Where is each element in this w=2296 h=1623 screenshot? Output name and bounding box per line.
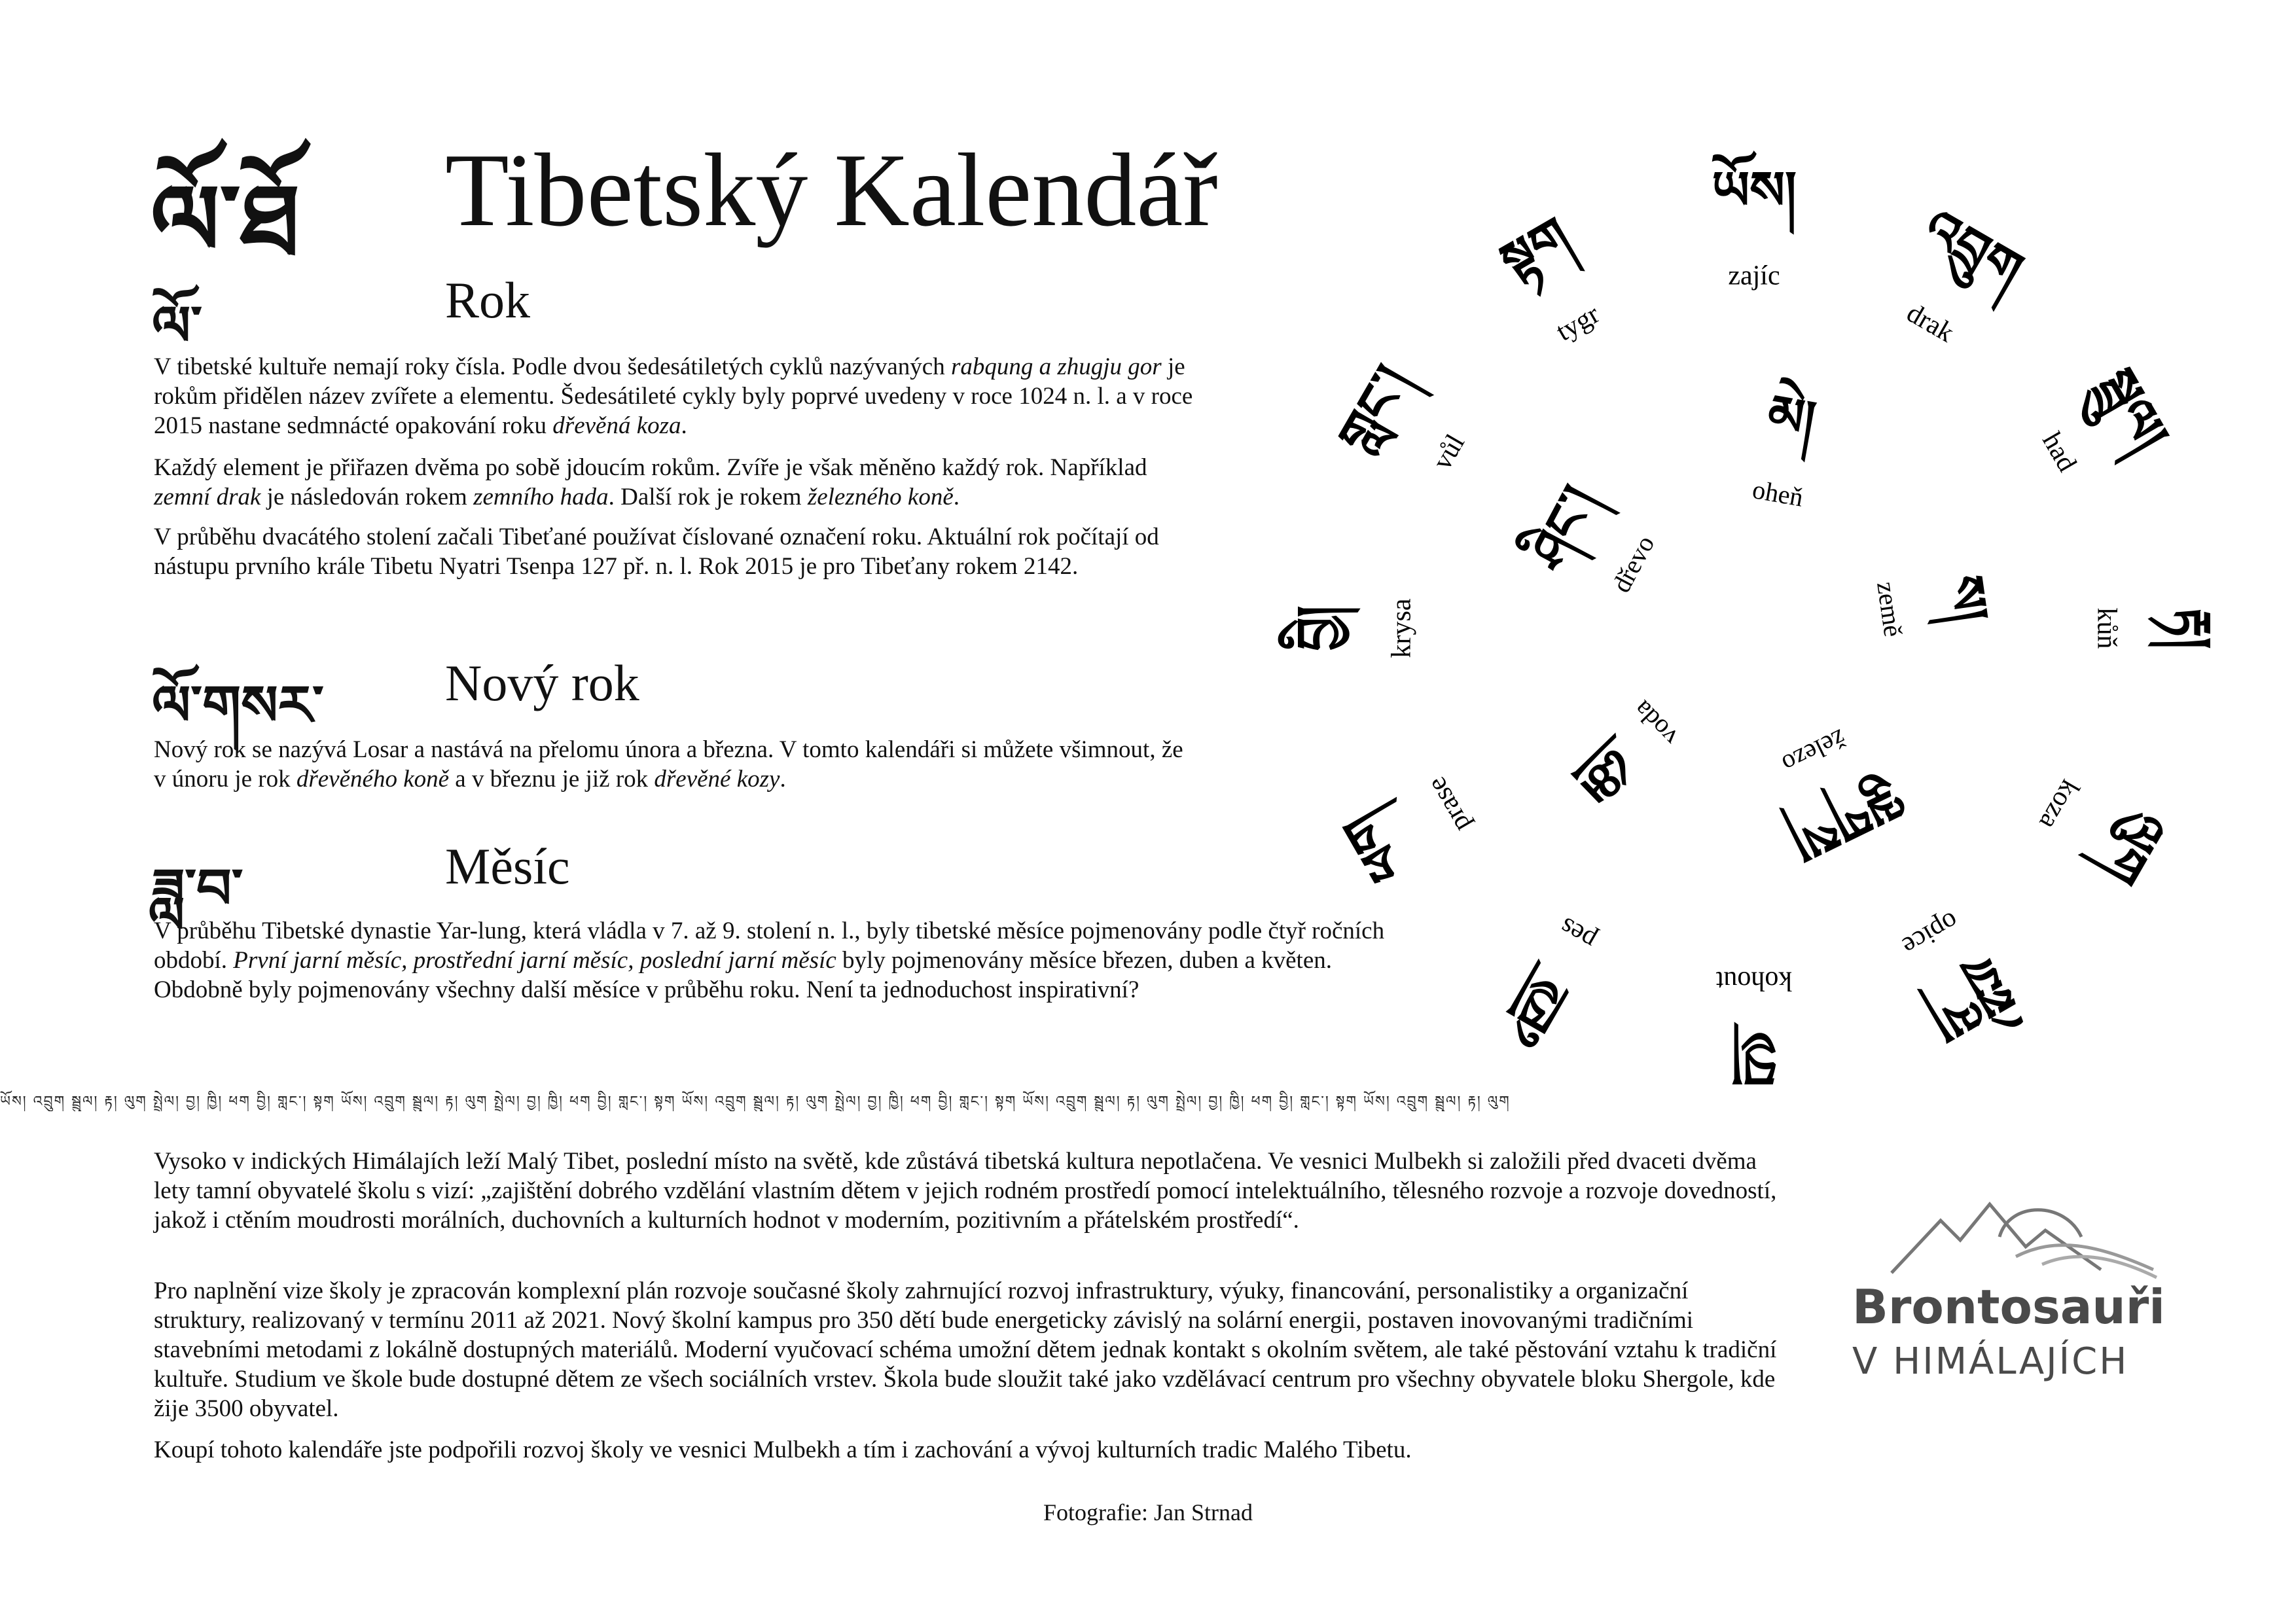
- novy-rok-paragraph: Nový rok se nazývá Losar a nastává na přelomu února a března. V tomto kalendáři si můžete všimnout, že v únoru je rok dřevěného koně a v březnu je již rok dřevěné kozy.: [154, 736, 1183, 793]
- rok-paragraph-3: V průběhu dvacátého stolení začali Tibeťané používat číslované označení roku. Aktuální rok počítají od nástupu prvního krále Tibetu Nyatri Tsenpa 127 př. n. l. Rok 2015 je pro Tibeťany rokem 2142.: [154, 524, 1159, 580]
- animal-label-11: tygr: [1551, 298, 1605, 348]
- animal-tibetan-6: བྱ།: [1731, 1036, 1777, 1094]
- element-label-3: voda: [1627, 694, 1684, 753]
- animal-label-6: kohout: [1715, 965, 1793, 996]
- animal-tibetan-9: བྱི།: [1288, 605, 1346, 651]
- mesic-tibetan: ཟླ་བ་: [152, 856, 243, 921]
- animal-label-9: krysa: [1386, 598, 1417, 658]
- animal-label-3: kůň: [2091, 607, 2122, 649]
- animal-tibetan-5: སྤྲེལ།: [1922, 961, 2024, 1053]
- animal-label-0: zajíc: [1728, 260, 1780, 291]
- animal-label-5: opice: [1897, 905, 1964, 961]
- animal-tibetan-0: ཡོས།: [1712, 162, 1797, 221]
- tibetan-title: ལོ་ཐོ: [151, 163, 300, 278]
- animal-label-1: drak: [1901, 298, 1959, 349]
- rok-paragraph-2: Každý element je přiřazen dvěma po sobě jdoucím rokům. Zvíře je však měněno každý rok. Například zemní drak je následován rokem zemního hada. Další rok je rokem železného koně.: [154, 454, 1147, 510]
- animal-tibetan-1: འབྲུག: [1913, 199, 2032, 301]
- element-tibetan-2: ལྕགས།: [1783, 770, 1914, 873]
- element-label-0: oheň: [1750, 474, 1806, 512]
- tibetan-decorative-strip: ཡོས། འབྲུག སྦྲུལ། རྟ། ལུག སྤྲེལ། བྱ། ཁྱི། ཕག བྱི། གླང་། སྟག ཡོས། འབྲུག སྦྲུལ། རྟ། ལུག སྤྲེལ། བྱ། ཁྱི། ཕག བྱི། གླང་། སྟག ཡོས། འབྲུག སྦྲུལ། རྟ། ལུག སྤྲེལ། བྱ། ཁྱི། ཕག བྱི། གླང་། སྟག ཡོས། འབྲུག སྦྲུལ། རྟ། ལུག སྤྲེལ། བྱ། ཁྱི། ཕག བྱི། གླང་། སྟག ཡོས། འབྲུག སྦྲུལ། རྟ། ལུག: [0, 1094, 1511, 1110]
- element-tibetan-3: ཆུ།: [1562, 740, 1637, 815]
- element-label-2: železo: [1777, 723, 1851, 779]
- mesic-paragraph: V průběhu Tibetské dynastie Yar-lung, která vládla v 7. až 9. stolení n. l., byly tibetské měsíce pojmenovány podle čtyř ročních období. První jarní měsíc, prostřední jarní měsíc, poslední jarní měsíc byly pojmenovány měsíce březen, duben a květen. Obdobně byly pojmenovány všechny další měsíce v průběhu roku. Není ta jednoduchost inspirativní?: [154, 918, 1385, 1003]
- rok-tibetan: ལོ་: [152, 293, 202, 358]
- animal-tibetan-4: ལུག: [2089, 800, 2176, 893]
- novy-rok-tibetan: ལོ་གསར་: [152, 673, 324, 738]
- animal-tibetan-10: གླང་།: [1328, 356, 1424, 463]
- logo-subtitle: V HIMÁLAJÍCH: [1852, 1340, 2129, 1383]
- element-tibetan-4: ཤིང་།: [1519, 476, 1609, 578]
- mesic-heading: Měsíc: [445, 838, 570, 895]
- element-label-1: země: [1871, 579, 1909, 639]
- animal-tibetan-3: རྟ།: [2162, 607, 2220, 649]
- animal-tibetan-2: སྦྲུལ།: [2087, 359, 2179, 461]
- novy-rok-heading: Nový rok: [445, 654, 639, 711]
- animal-tibetan-8: ཕག: [1333, 802, 1418, 892]
- element-tibetan-0: མེ།: [1763, 384, 1820, 449]
- animal-tibetan-7: ཁྱི།: [1500, 969, 1571, 1044]
- element-label-4: dřevo: [1605, 530, 1660, 597]
- rok-paragraph-1: V tibetské kultuře nemají roky čísla. Podle dvou šedesátiletých cyklů nazývaných rabqung a zhugju gor je rokům přidělen název zvířete a elementu. Šedesátileté cykly byly poprvé uvedeny v roce 1024 n. l. a v roce 2015 nastane sedmnácté opakování roku dřevěná koza.: [154, 353, 1193, 439]
- mountain-logo-icon: [1885, 1191, 2160, 1283]
- logo-title: Brontosauři: [1852, 1279, 2165, 1334]
- animal-tibetan-11: སྟག: [1491, 207, 1581, 293]
- bottom-paragraph-1: Vysoko v indických Himálajích leží Malý Tibet, poslední místo na světě, kde zůstává tibetská kultura nepotlačena. Ve vesnici Mulbekh si založili před dvaceti dvěma lety tamní obyvatelé školu s vizí: „zajištění dobrého vzdělání vlastním dětem v jejich rodném prostředí pomocí intelektuálního, tělesného rozvoje a rozvoje dovedností, jakož i ctěním moudrosti morálních, duchovních a kulturních hodnot v moderním, pozitivním a přátelském prostředí“.: [154, 1148, 1777, 1234]
- animal-label-8: prase: [1421, 772, 1477, 838]
- photo-credit: Fotografie: Jan Strnad: [1043, 1499, 1253, 1525]
- page-title: Tibetský Kalendář: [445, 132, 1218, 248]
- rok-heading: Rok: [445, 272, 531, 329]
- animal-label-10: vůl: [1427, 429, 1471, 475]
- animal-label-7: pes: [1554, 911, 1602, 956]
- element-tibetan-1: ས།: [1935, 571, 1999, 625]
- animal-label-2: had: [2036, 427, 2083, 477]
- bottom-paragraph-3: Koupí tohoto kalendáře jste podpořili rozvoj školy ve vesnici Mulbekh a tím i zachování a vývoj kulturních tradic Malého Tibetu.: [154, 1436, 1412, 1463]
- animal-label-4: koza: [2033, 774, 2085, 835]
- bottom-paragraph-2: Pro naplnění vize školy je zpracován komplexní plán rozvoje současné školy zahrnující rozvoj infrastruktury, výuky, financování, personalistiky a organizační struktury, realizovaný v termínu 2011 až 2021. Nový školní kampus pro 350 dětí bude energeticky závislý na solární energii, postaven inovovanými tradičními stavebními metodami z lokálně dostupných materiálů. Moderní vyučovací schéma umožní dětem jednak kontakt s okolním světem, ale také pěstování vztahu k tradiční kultuře. Studium ve škole bude dostupné dětem ze všech sociálních vrstev. Škola bude sloužit také jako vzdělávací centrum pro všechny obyvatele bloku Shergole, kde žije 3500 obyvatel.: [154, 1277, 1777, 1422]
